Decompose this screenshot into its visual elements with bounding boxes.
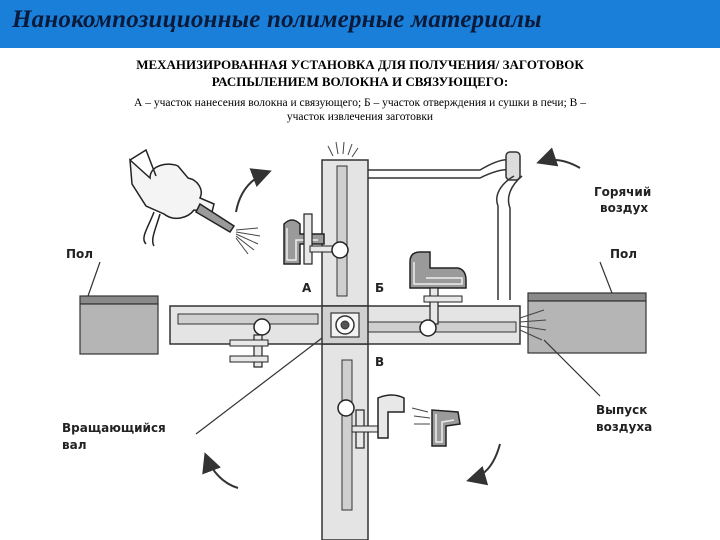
caption-line-1: МЕХАНИЗИРОВАННАЯ УСТАНОВКА ДЛЯ ПОЛУЧЕНИЯ/ ЗАГОТОВОК	[136, 57, 584, 72]
rotating-shaft-label-1: Вращающийся	[62, 421, 166, 435]
air-outlet-label-2: воздуха	[596, 420, 653, 434]
rotation-arrow-top-left	[236, 172, 268, 212]
section-a-label: А	[302, 281, 312, 295]
floor-left-leader	[88, 262, 100, 296]
section-b-label: Б	[375, 281, 385, 295]
hot-air-label-2: воздух	[600, 201, 649, 215]
hot-air-arrow	[540, 160, 580, 168]
air-outlet-label-1: Выпуск	[596, 403, 648, 417]
central-hub	[322, 306, 368, 344]
floor-right-label: Пол	[610, 247, 638, 261]
rotation-arrow-bottom-right	[470, 444, 500, 480]
legend-line-2: участок извлечения заготовки	[286, 111, 434, 123]
floor-left	[80, 262, 158, 354]
legend-line-1: А – участок нанесения волокна и связующего; Б – участок отверждения и сушки в печи; В –	[134, 97, 586, 109]
spray-gun-hand-icon	[130, 150, 260, 254]
section-v-label: В	[375, 355, 385, 369]
rotation-arrow-bottom-left	[206, 456, 238, 488]
caption-line-2: РАСПЫЛЕНИЕМ ВОЛОКНА И СВЯЗУЮЩЕГО:	[211, 74, 509, 89]
top-spray-icon	[328, 142, 358, 157]
vertical-arm	[322, 160, 368, 540]
floor-left-label: Пол	[66, 247, 94, 261]
rotating-shaft-label-2: вал	[62, 438, 87, 452]
floor-right	[528, 262, 646, 353]
hot-air-label-1: Горячий	[594, 185, 652, 199]
page-title: Нанокомпозиционные полимерные материалы	[12, 6, 542, 33]
floor-right-leader	[600, 262, 612, 293]
